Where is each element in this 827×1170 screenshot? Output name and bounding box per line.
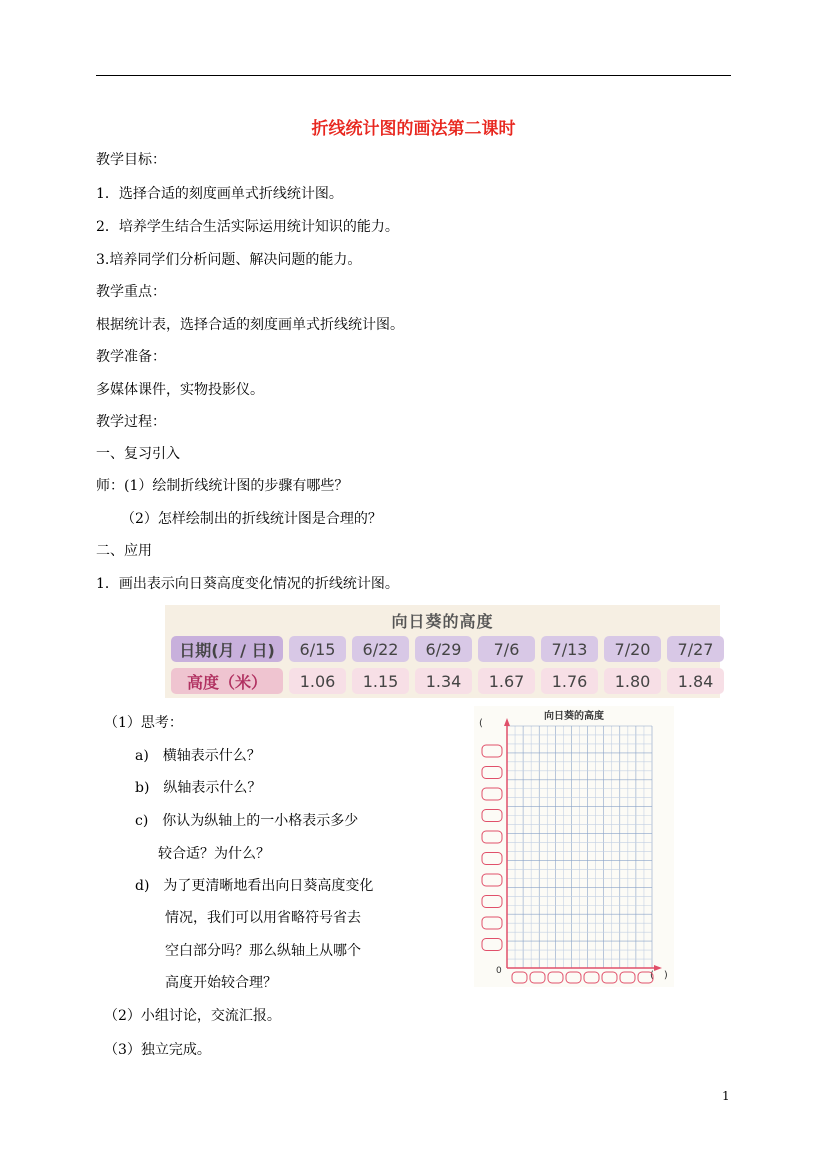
goal-item: 3.培养同学们分析问题、解决问题的能力。: [96, 252, 362, 268]
y-label-box: [482, 853, 502, 865]
section-heading: 教学准备：: [96, 349, 166, 365]
header-rule: [96, 75, 731, 76]
paragraph: （3）独立完成。: [104, 1042, 211, 1058]
date-cell: 7/27: [667, 636, 724, 662]
y-label-box: [482, 917, 502, 929]
date-cell: 7/6: [478, 636, 535, 662]
section-heading: 二、应用: [96, 543, 152, 559]
height-label: 高度（米）: [171, 668, 283, 694]
y-label-box: [482, 788, 502, 800]
height-cell: 1.06: [289, 668, 346, 694]
date-row: [171, 636, 724, 662]
date-cell: 7/20: [604, 636, 661, 662]
x-label-box: [548, 972, 563, 983]
section-heading: 教学目标：: [96, 152, 166, 168]
section-heading: 一、复习引入: [96, 446, 180, 462]
question-heading: （1）思考：: [104, 715, 183, 731]
x-axis-paren: ( ): [650, 970, 668, 981]
height-cell: 1.34: [415, 668, 472, 694]
date-cell: 6/29: [415, 636, 472, 662]
y-axis-arrow: [504, 718, 510, 726]
question-item: 高度开始较合理？: [165, 975, 277, 991]
paragraph: 根据统计表，选择合适的刻度画单式折线统计图。: [96, 317, 404, 333]
question-item: 较合适？为什么？: [158, 846, 270, 862]
paragraph: 1．画出表示向日葵高度变化情况的折线统计图。: [96, 576, 399, 592]
question-item: c) 你认为纵轴上的一小格表示多少: [135, 813, 359, 829]
y-label-box: [482, 810, 502, 822]
y-label-box: [482, 831, 502, 843]
origin-label: 0: [496, 966, 502, 976]
x-label-box: [602, 972, 617, 983]
section-heading: 教学重点：: [96, 284, 166, 300]
x-axis-label-boxes: [512, 972, 653, 983]
page-title: 折线统计图的画法第二课时: [311, 119, 516, 139]
x-label-box: [584, 972, 599, 983]
height-cell: 1.67: [478, 668, 535, 694]
date-label: 日期(月 / 日): [171, 636, 283, 662]
paragraph: 师：(1）绘制折线统计图的步骤有哪些？: [96, 478, 349, 494]
date-cell: 6/15: [289, 636, 346, 662]
grid-svg: [474, 706, 674, 987]
paragraph: 多媒体课件，实物投影仪。: [96, 382, 264, 398]
y-axis-label-boxes: [482, 745, 502, 951]
x-label-box: [530, 972, 545, 983]
goal-item: 1．选择合适的刻度画单式折线统计图。: [96, 186, 343, 202]
goal-item: 2．培养学生结合生活实际运用统计知识的能力。: [96, 219, 399, 235]
table-title: 向日葵的高度: [391, 612, 494, 631]
blank-line-chart-grid: [474, 706, 674, 987]
grid-lines: [507, 726, 652, 968]
paragraph: （2）怎样绘制出的折线统计图是合理的？: [121, 511, 382, 527]
height-cell: 1.80: [604, 668, 661, 694]
date-cell: 6/22: [352, 636, 409, 662]
x-label-box: [620, 972, 635, 983]
y-label-box: [482, 939, 502, 951]
y-label-box: [482, 745, 502, 757]
question-item: d) 为了更清晰地看出向日葵高度变化: [135, 878, 374, 894]
y-label-box: [482, 767, 502, 779]
question-item: 情况，我们可以用省略符号省去: [165, 910, 361, 926]
date-cell: 7/13: [541, 636, 598, 662]
x-label-box: [512, 972, 527, 983]
y-axis-paren: (: [479, 718, 483, 729]
height-cell: 1.84: [667, 668, 724, 694]
question-item: 空白部分吗？那么纵轴上从哪个: [165, 943, 361, 959]
height-row: [171, 668, 724, 694]
sunflower-height-table: [165, 605, 720, 698]
question-item: b) 纵轴表示什么？: [135, 780, 262, 796]
y-label-box: [482, 874, 502, 886]
section-heading: 教学过程：: [96, 414, 166, 430]
grid-title: 向日葵的高度: [544, 711, 604, 722]
height-cell: 1.76: [541, 668, 598, 694]
question-item: a) 横轴表示什么？: [135, 748, 261, 764]
x-label-box: [566, 972, 581, 983]
page-number: 1: [722, 1089, 730, 1103]
paragraph: （2）小组讨论，交流汇报。: [104, 1008, 281, 1024]
height-cell: 1.15: [352, 668, 409, 694]
y-label-box: [482, 896, 502, 908]
